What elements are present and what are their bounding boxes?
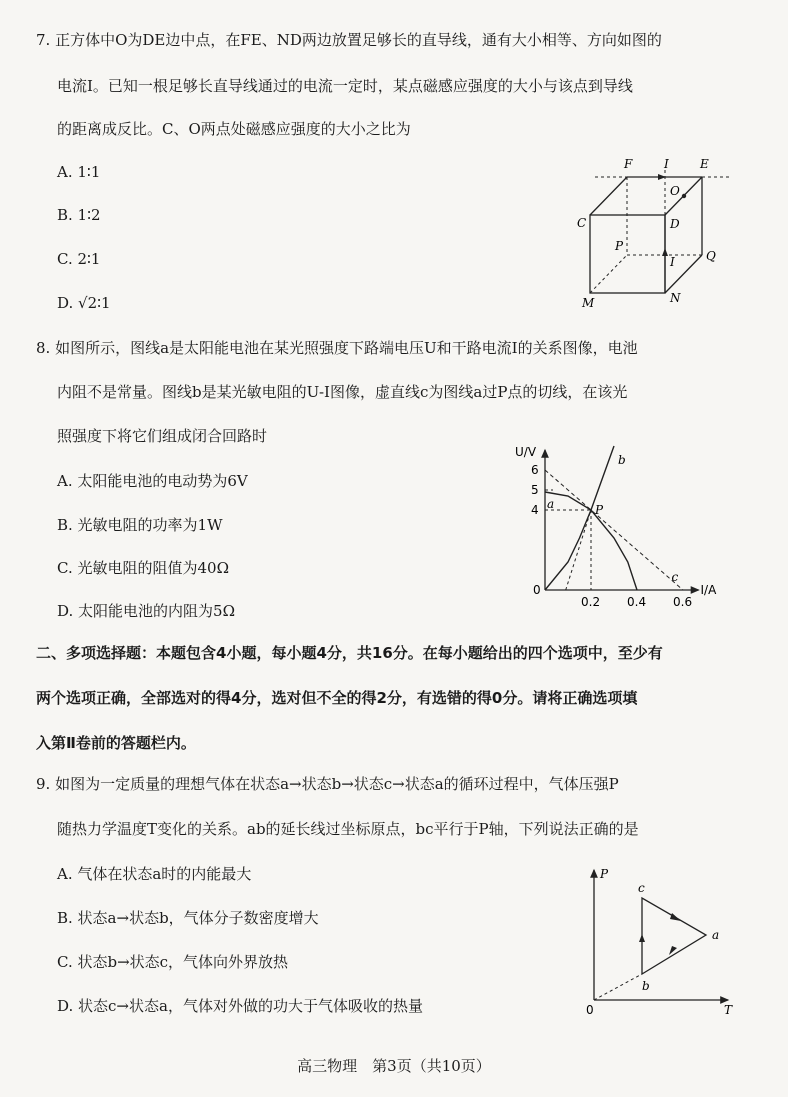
q8-line-2: 内阻不是常量。图线b是某光敏电阻的U-I图像，虚直线c为图线a过P点的切线，在该光 [57, 383, 628, 401]
y-tick-4: 4 [531, 503, 539, 517]
q7-option-b[interactable]: B. 1∶2 [57, 206, 101, 224]
label-p: P [615, 239, 624, 253]
label-o: O [670, 184, 680, 198]
current-arrow-top [658, 174, 666, 180]
point-p-label: P [595, 503, 604, 517]
series-b-label: b [618, 453, 626, 467]
q7-line-1: 7. 正方体中O为DE边中点，在FE、ND两边放置足够长的直导线，通有大小相等、方向如图的 [36, 31, 662, 49]
point-a-label: a [712, 928, 720, 942]
label-c: C [577, 216, 587, 230]
q8-line-1: 8. 如图所示，图线a是太阳能电池在某光照强度下路端电压U和干路电流I的关系图像，电池 [36, 339, 638, 357]
cube-figure [560, 150, 760, 315]
series-b-line [545, 446, 614, 590]
section2-line-1: 二、多项选择题：本题包含4小题，每小题4分，共16分。在每小题给出的四个选项中，至少有 [36, 644, 663, 662]
x-tick-0.2: 0.2 [581, 595, 601, 609]
x-tick-0.6: 0.6 [673, 595, 693, 609]
x-axis-label: I/A [700, 583, 717, 597]
arrow-b-to-c [639, 934, 645, 942]
ab-extension-line [594, 974, 642, 1000]
y-tick-6: 6 [531, 463, 539, 477]
t-axis-label: T [724, 1003, 733, 1017]
y-tick-5: 5 [531, 483, 539, 497]
q9-option-a[interactable]: A. 气体在状态a时的内能最大 [57, 865, 252, 883]
ui-chart [505, 442, 735, 617]
pt-chart [578, 862, 738, 1020]
label-i-top: I [664, 157, 669, 171]
q9-line-2: 随热力学温度T变化的关系。ab的延长线过坐标原点，bc平行于P轴，下列说法正确的是 [57, 820, 639, 838]
series-c-label: c [671, 570, 679, 584]
q8-option-a[interactable]: A. 太阳能电池的电动势为6V [57, 472, 248, 490]
cycle-path [642, 898, 706, 974]
label-e: E [700, 157, 709, 171]
label-n: N [670, 291, 681, 305]
q9-line-1: 9. 如图为一定质量的理想气体在状态a→状态b→状态c→状态a的循环过程中，气体压强P [36, 775, 619, 793]
point-o [682, 194, 686, 198]
point-c-label: c [638, 881, 645, 895]
q7-line-3: 的距离成反比。C、O两点处磁感应强度的大小之比为 [57, 120, 411, 138]
origin-label: 0 [533, 583, 541, 597]
label-f: F [624, 157, 633, 171]
x-tick-0.4: 0.4 [627, 595, 647, 609]
q9-option-d[interactable]: D. 状态c→状态a，气体对外做的功大于气体吸收的热量 [57, 997, 423, 1015]
q9-option-b[interactable]: B. 状态a→状态b，气体分子数密度增大 [57, 909, 319, 927]
q8-option-b[interactable]: B. 光敏电阻的功率为1W [57, 516, 223, 534]
y-axis-label: U/V [515, 445, 537, 459]
q9-option-c[interactable]: C. 状态b→状态c，气体向外界放热 [57, 953, 289, 971]
series-a-label: a [547, 497, 555, 511]
p-axis-label: P [600, 867, 609, 881]
q8-line-3: 照强度下将它们组成闭合回路时 [57, 427, 268, 445]
label-d: D [670, 217, 680, 231]
q7-option-a[interactable]: A. 1∶1 [57, 163, 101, 181]
page-footer: 高三物理 第3页（共10页） [297, 1057, 491, 1075]
series-c-line [545, 470, 683, 590]
q7-option-d[interactable]: D. √2∶1 [57, 294, 111, 312]
section2-line-3: 入第Ⅱ卷前的答题栏内。 [36, 734, 196, 752]
b-secant-line [566, 510, 591, 590]
section2-line-2: 两个选项正确，全部选对的得4分，选对但不全的得2分，有选错的得0分。请将正确选项填 [36, 689, 638, 707]
q7-option-c[interactable]: C. 2∶1 [57, 250, 101, 268]
label-q: Q [706, 249, 716, 263]
q7-line-2: 电流I。已知一根足够长直导线通过的电流一定时，某点磁感应强度的大小与该点到导线 [57, 77, 633, 95]
q8-option-d[interactable]: D. 太阳能电池的内阻为5Ω [57, 602, 236, 620]
q8-option-c[interactable]: C. 光敏电阻的阻值为40Ω [57, 559, 230, 577]
label-m: M [582, 296, 595, 310]
pt-origin-label: 0 [586, 1003, 594, 1017]
point-b-label: b [642, 979, 650, 993]
label-i-side: I [670, 255, 675, 269]
arrow-c-to-a [670, 913, 681, 921]
